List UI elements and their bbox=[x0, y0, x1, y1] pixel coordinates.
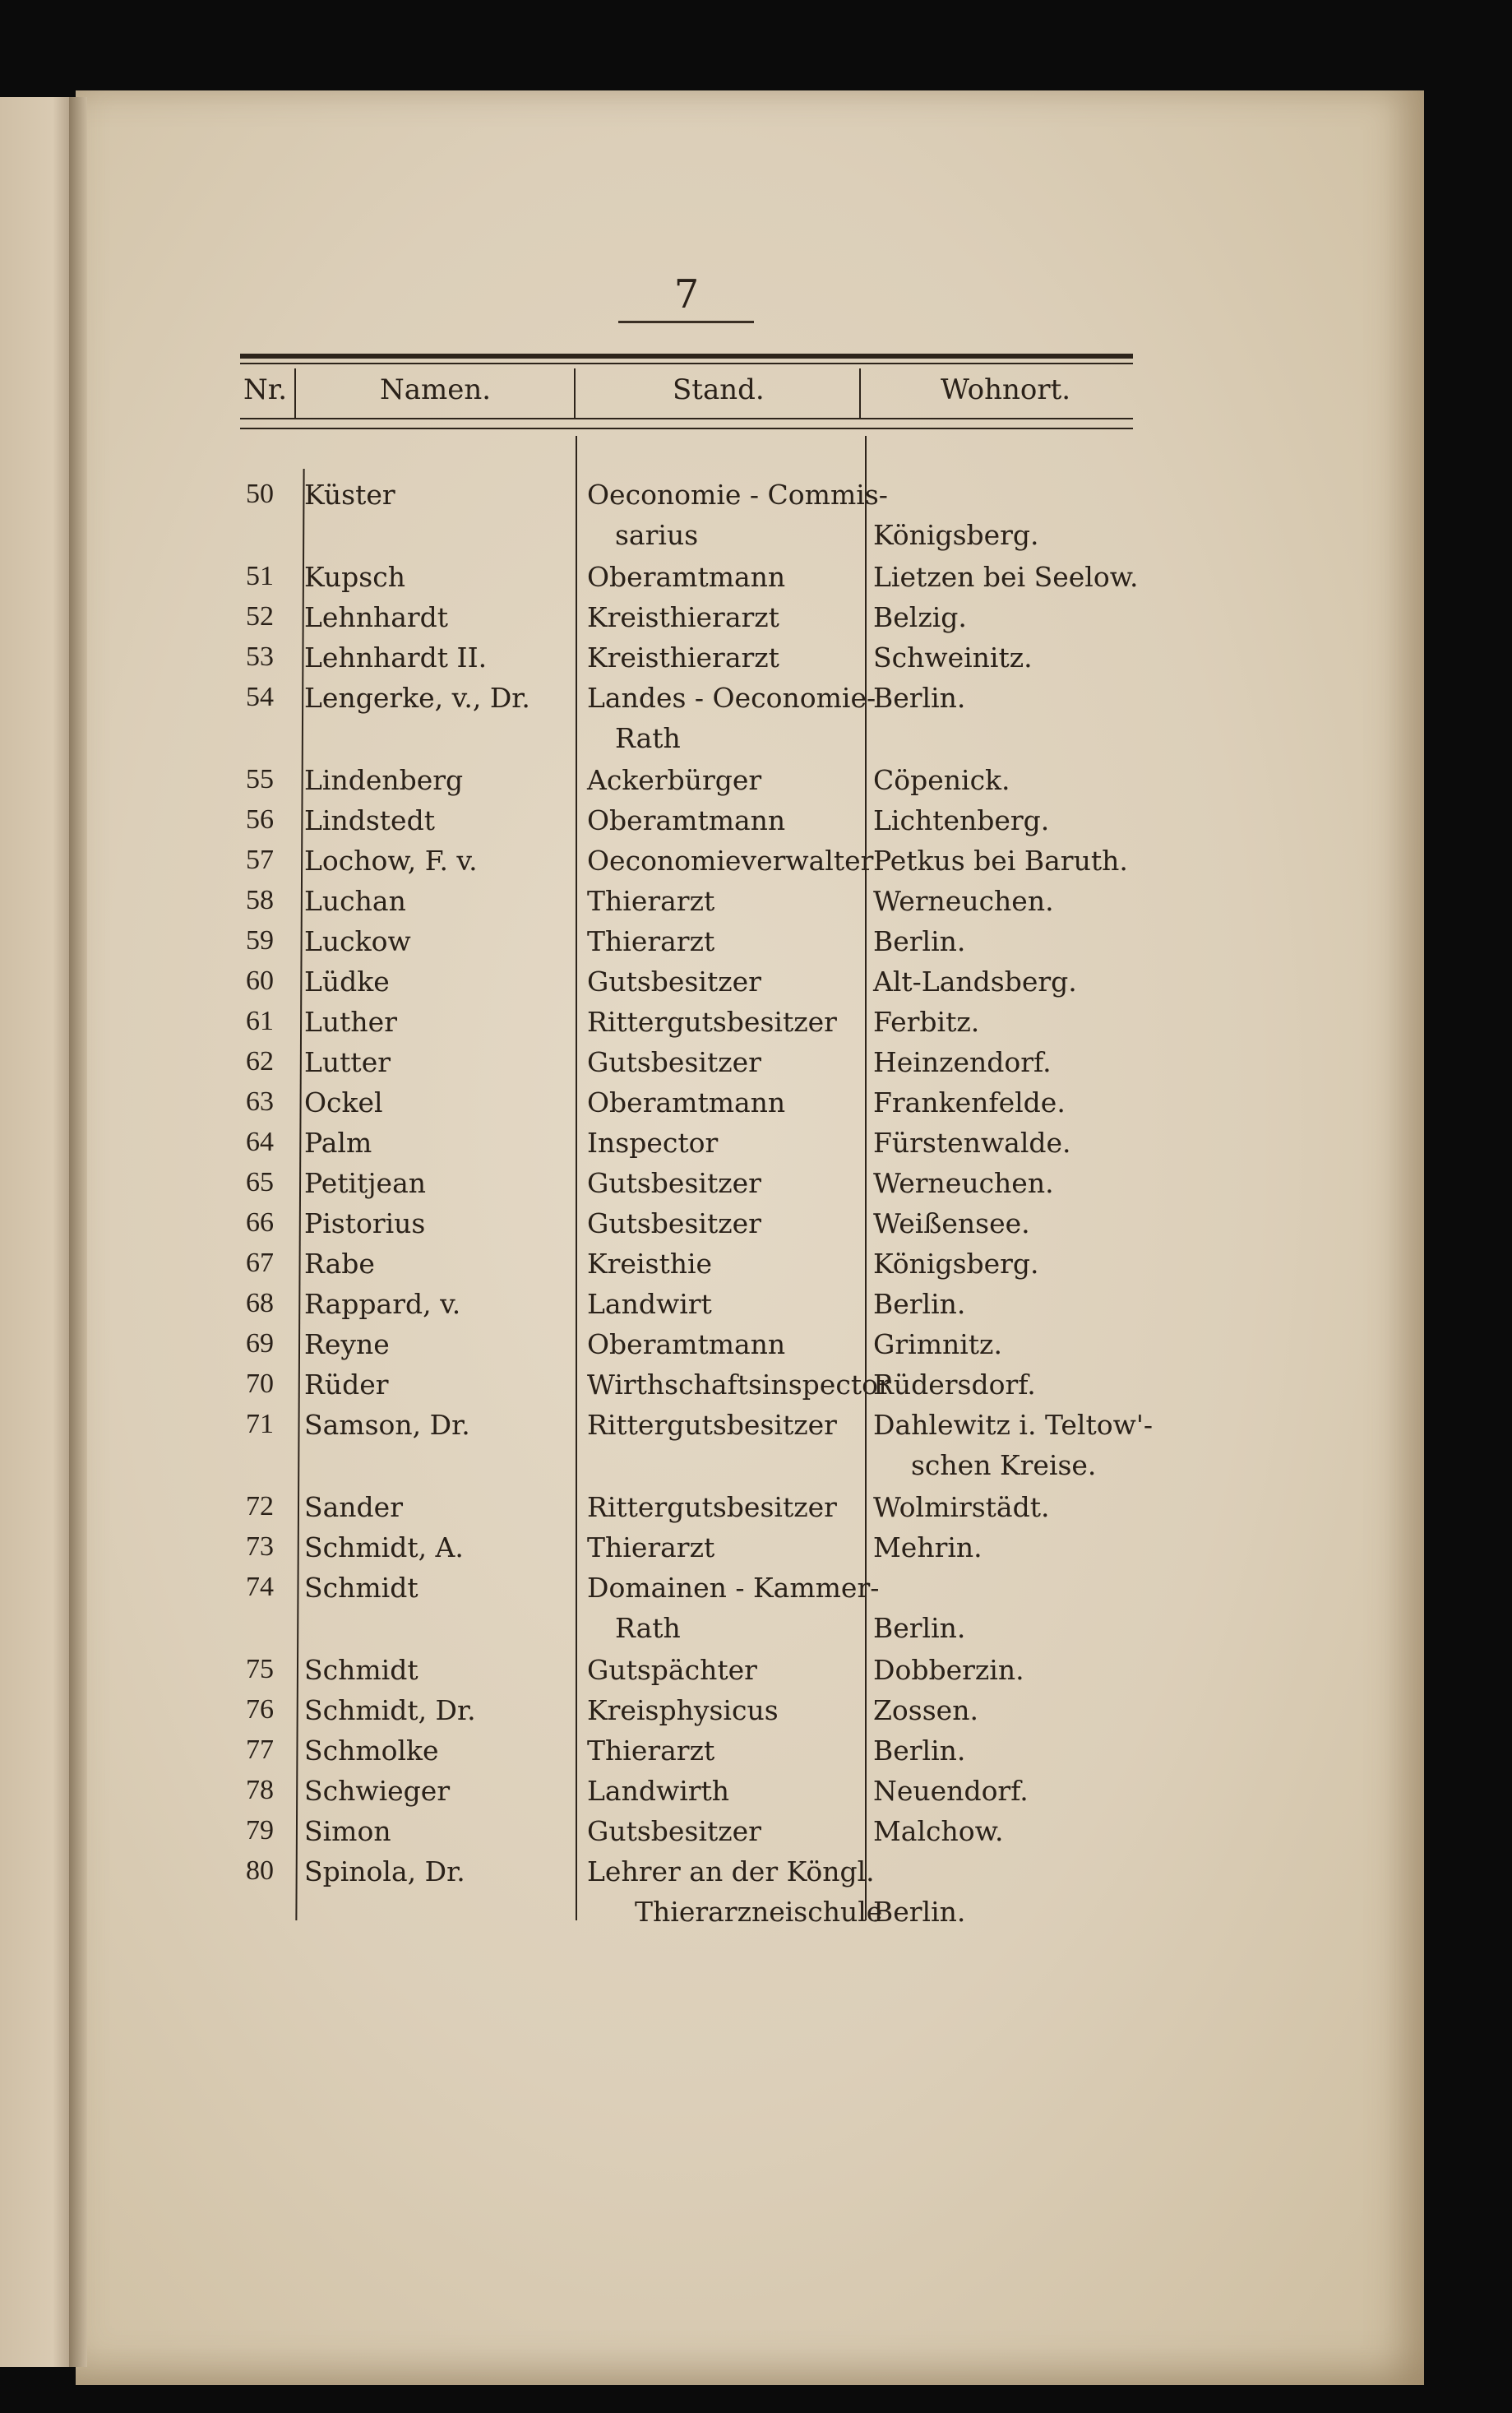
row-name: Lüdke bbox=[304, 966, 390, 998]
page-number: 7 bbox=[673, 271, 700, 317]
row-number: 60 bbox=[246, 966, 274, 996]
row-stand: Rittergutsbesitzer bbox=[587, 1006, 837, 1038]
row-name: Lochow, F. v. bbox=[304, 845, 478, 877]
row-name: Sander bbox=[304, 1491, 403, 1523]
row-stand: Kreisthie bbox=[587, 1248, 713, 1280]
row-name: Spinola, Dr. bbox=[304, 1855, 465, 1887]
table-row bbox=[0, 1409, 1512, 1481]
row-number: 63 bbox=[246, 1086, 274, 1117]
table-row bbox=[0, 885, 1512, 924]
row-name: Lehnhardt bbox=[304, 601, 449, 633]
row-name: Schmolke bbox=[304, 1734, 439, 1767]
row-stand: Gutspächter bbox=[587, 1654, 757, 1686]
row-stand: Oberamtmann bbox=[587, 1328, 786, 1360]
row-name: Lutter bbox=[304, 1046, 391, 1078]
row-stand: Gutsbesitzer bbox=[587, 1167, 761, 1199]
table-row bbox=[0, 925, 1512, 965]
row-number: 50 bbox=[246, 479, 274, 509]
row-number: 67 bbox=[246, 1248, 274, 1278]
table-row bbox=[0, 1288, 1512, 1327]
row-wohnort: Dahlewitz i. Teltow'- bbox=[873, 1409, 1154, 1441]
row-stand-continued: Rath bbox=[615, 1612, 681, 1644]
row-stand: Rittergutsbesitzer bbox=[587, 1491, 837, 1523]
table-row bbox=[0, 966, 1512, 1005]
row-stand: Lehrer an der Köngl. bbox=[587, 1855, 875, 1887]
row-wohnort: Wolmirstädt. bbox=[873, 1491, 1050, 1523]
row-name: Luchan bbox=[304, 885, 406, 917]
row-wohnort: Mehrin. bbox=[873, 1531, 983, 1563]
header-divider-3 bbox=[859, 368, 861, 418]
row-stand: Gutsbesitzer bbox=[587, 1046, 761, 1078]
table-row bbox=[0, 601, 1512, 641]
table-row bbox=[0, 561, 1512, 600]
row-name: Reyne bbox=[304, 1328, 390, 1360]
table-row bbox=[0, 1207, 1512, 1247]
row-wohnort-continued: Königsberg. bbox=[873, 519, 1039, 551]
row-number: 78 bbox=[246, 1775, 274, 1805]
table-row bbox=[0, 479, 1512, 551]
row-name: Lehnhardt II. bbox=[304, 641, 488, 674]
row-name: Schmidt, A. bbox=[304, 1531, 464, 1563]
row-number: 80 bbox=[246, 1855, 274, 1886]
table-row bbox=[0, 845, 1512, 884]
row-wohnort: Berlin. bbox=[873, 1288, 966, 1320]
row-stand: Thierarzt bbox=[587, 885, 715, 917]
header-rule-bottom bbox=[240, 418, 1133, 419]
row-stand: Thierarzt bbox=[587, 1734, 715, 1767]
row-wohnort: Fürstenwalde. bbox=[873, 1127, 1071, 1159]
row-stand: Kreisthierarzt bbox=[587, 641, 779, 674]
table-row bbox=[0, 1046, 1512, 1086]
row-number: 71 bbox=[246, 1409, 274, 1439]
row-name: Schwieger bbox=[304, 1775, 451, 1807]
row-wohnort: Werneuchen. bbox=[873, 1167, 1054, 1199]
table-row bbox=[0, 1815, 1512, 1855]
row-number: 69 bbox=[246, 1328, 274, 1359]
row-number: 68 bbox=[246, 1288, 274, 1318]
row-name: Schmidt bbox=[304, 1572, 418, 1604]
header-divider-1 bbox=[294, 368, 296, 418]
table-row bbox=[0, 1775, 1512, 1814]
row-wohnort: Lietzen bei Seelow. bbox=[873, 561, 1139, 593]
row-stand: Gutsbesitzer bbox=[587, 1207, 761, 1239]
table-row bbox=[0, 1127, 1512, 1166]
table-row bbox=[0, 764, 1512, 804]
row-number: 51 bbox=[246, 561, 274, 591]
row-number: 61 bbox=[246, 1006, 274, 1036]
row-wohnort: Rüdersdorf. bbox=[873, 1369, 1036, 1401]
row-number: 55 bbox=[246, 764, 274, 794]
row-stand: Landwirth bbox=[587, 1775, 730, 1807]
row-wohnort: Neuendorf. bbox=[873, 1775, 1029, 1807]
row-name: Luckow bbox=[304, 925, 411, 957]
row-name: Petitjean bbox=[304, 1167, 427, 1199]
row-name: Rappard, v. bbox=[304, 1288, 461, 1320]
row-wohnort: Alt-Landsberg. bbox=[873, 966, 1077, 998]
row-wohnort: Dobberzin. bbox=[873, 1654, 1024, 1686]
row-number: 75 bbox=[246, 1654, 274, 1684]
row-number: 65 bbox=[246, 1167, 274, 1197]
row-name: Samson, Dr. bbox=[304, 1409, 470, 1441]
row-wohnort: Königsberg. bbox=[873, 1248, 1039, 1280]
row-wohnort-continued: Berlin. bbox=[873, 1896, 966, 1928]
row-name: Pistorius bbox=[304, 1207, 426, 1239]
row-stand: Thierarzt bbox=[587, 1531, 715, 1563]
row-wohnort-continued: schen Kreise. bbox=[911, 1449, 1097, 1481]
row-wohnort: Belzig. bbox=[873, 601, 967, 633]
row-stand-continued: sarius bbox=[615, 519, 699, 551]
row-name: Rabe bbox=[304, 1248, 375, 1280]
row-stand: Oeconomieverwalter bbox=[587, 845, 874, 877]
row-wohnort: Heinzendorf. bbox=[873, 1046, 1052, 1078]
row-stand: Oeconomie - Commis- bbox=[587, 479, 888, 511]
header-divider-2 bbox=[574, 368, 576, 418]
row-wohnort: Lichtenberg. bbox=[873, 804, 1050, 836]
row-number: 64 bbox=[246, 1127, 274, 1157]
table-row bbox=[0, 804, 1512, 844]
table-row bbox=[0, 1491, 1512, 1531]
row-number: 77 bbox=[246, 1734, 274, 1765]
table-row bbox=[0, 1167, 1512, 1206]
row-stand: Rittergutsbesitzer bbox=[587, 1409, 837, 1441]
row-number: 66 bbox=[246, 1207, 274, 1238]
table-row bbox=[0, 1006, 1512, 1045]
row-name: Schmidt bbox=[304, 1654, 418, 1686]
row-wohnort: Zossen. bbox=[873, 1694, 978, 1726]
row-stand: Inspector bbox=[587, 1127, 719, 1159]
row-number: 53 bbox=[246, 641, 274, 672]
table-row bbox=[0, 1086, 1512, 1126]
row-stand: Ackerbürger bbox=[587, 764, 762, 796]
header-rule-top bbox=[240, 354, 1133, 359]
row-name: Küster bbox=[304, 479, 395, 511]
row-name: Lindenberg bbox=[304, 764, 464, 796]
table-row bbox=[0, 641, 1512, 681]
row-wohnort: Schweinitz. bbox=[873, 641, 1033, 674]
row-name: Lengerke, v., Dr. bbox=[304, 682, 530, 714]
row-stand: Oberamtmann bbox=[587, 561, 786, 593]
row-wohnort: Berlin. bbox=[873, 682, 966, 714]
row-stand: Kreisthierarzt bbox=[587, 601, 779, 633]
row-number: 57 bbox=[246, 845, 274, 875]
row-stand: Wirthschaftsinspector bbox=[587, 1369, 891, 1401]
row-wohnort: Frankenfelde. bbox=[873, 1086, 1066, 1119]
row-number: 58 bbox=[246, 885, 274, 915]
row-stand: Gutsbesitzer bbox=[587, 1815, 761, 1847]
row-stand: Oberamtmann bbox=[587, 804, 786, 836]
table-row bbox=[0, 1328, 1512, 1368]
table-row bbox=[0, 682, 1512, 754]
row-stand: Gutsbesitzer bbox=[587, 966, 761, 998]
table-row bbox=[0, 1654, 1512, 1693]
row-name: Lindstedt bbox=[304, 804, 435, 836]
row-name: Luther bbox=[304, 1006, 397, 1038]
row-stand: Landwirt bbox=[587, 1288, 712, 1320]
row-wohnort: Berlin. bbox=[873, 1734, 966, 1767]
row-name: Simon bbox=[304, 1815, 391, 1847]
row-name: Ockel bbox=[304, 1086, 383, 1119]
table-row bbox=[0, 1369, 1512, 1408]
row-stand: Kreisphysicus bbox=[587, 1694, 779, 1726]
row-number: 59 bbox=[246, 925, 274, 956]
row-number: 79 bbox=[246, 1815, 274, 1846]
header-rule-top-thin bbox=[240, 363, 1133, 364]
table-row bbox=[0, 1694, 1512, 1734]
page-number-rule bbox=[618, 321, 754, 323]
row-number: 54 bbox=[246, 682, 274, 712]
row-stand: Landes - Oeconomie- bbox=[587, 682, 876, 714]
row-wohnort: Ferbitz. bbox=[873, 1006, 980, 1038]
header-namen: Namen. bbox=[380, 373, 492, 406]
row-number: 73 bbox=[246, 1531, 274, 1562]
row-number: 76 bbox=[246, 1694, 274, 1725]
row-name: Schmidt, Dr. bbox=[304, 1694, 476, 1726]
row-wohnort: Werneuchen. bbox=[873, 885, 1054, 917]
row-name: Rüder bbox=[304, 1369, 389, 1401]
row-number: 72 bbox=[246, 1491, 274, 1521]
table-row bbox=[0, 1572, 1512, 1644]
row-wohnort: Cöpenick. bbox=[873, 764, 1010, 796]
header-nr: Nr. bbox=[243, 373, 288, 406]
row-number: 62 bbox=[246, 1046, 274, 1077]
row-wohnort: Petkus bei Baruth. bbox=[873, 845, 1128, 877]
table-row bbox=[0, 1855, 1512, 1928]
row-wohnort: Berlin. bbox=[873, 925, 966, 957]
row-number: 56 bbox=[246, 804, 274, 835]
header-rule-bottom-thin bbox=[240, 428, 1133, 429]
row-stand: Thierarzt bbox=[587, 925, 715, 957]
row-wohnort: Grimnitz. bbox=[873, 1328, 1002, 1360]
row-name: Palm bbox=[304, 1127, 372, 1159]
table-row bbox=[0, 1734, 1512, 1774]
table-row bbox=[0, 1531, 1512, 1571]
row-name: Kupsch bbox=[304, 561, 405, 593]
row-number: 74 bbox=[246, 1572, 274, 1602]
row-stand: Oberamtmann bbox=[587, 1086, 786, 1119]
row-number: 52 bbox=[246, 601, 274, 632]
header-wohnort: Wohnort. bbox=[941, 373, 1071, 406]
row-stand-continued: Rath bbox=[615, 722, 681, 754]
header-stand: Stand. bbox=[673, 373, 765, 406]
row-wohnort: Malchow. bbox=[873, 1815, 1004, 1847]
row-number: 70 bbox=[246, 1369, 274, 1399]
row-wohnort: Weißensee. bbox=[873, 1207, 1030, 1239]
table-row bbox=[0, 1248, 1512, 1287]
row-wohnort-continued: Berlin. bbox=[873, 1612, 966, 1644]
row-stand: Domainen - Kammer- bbox=[587, 1572, 880, 1604]
row-stand-continued: Thierarzneischule bbox=[635, 1896, 883, 1928]
